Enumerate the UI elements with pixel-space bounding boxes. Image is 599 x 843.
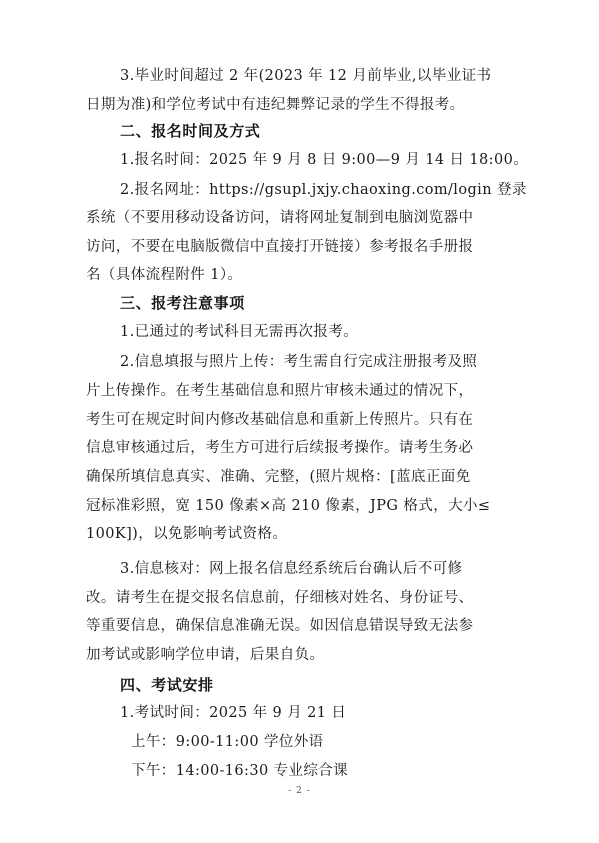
notice-item-2-line-4: 信息审核通过后，考生方可进行后续报考操作。请考生务必 <box>86 440 474 456</box>
notice-item-3-line-4: 加考试或影响学位申请，后果自负。 <box>86 647 325 663</box>
exam-morning-session: 上午：9:00-11:00 学位外语 <box>131 734 324 750</box>
notice-item-2-line-6: 冠标准彩照，宽 150 像素×高 210 像素，JPG 格式，大小≤ <box>86 498 491 514</box>
notice-item-3-line-3: 等重要信息，确保信息准确无误。如因信息错误导致无法参 <box>86 618 474 634</box>
section-2-heading: 二、报名时间及方式 <box>120 122 261 140</box>
exam-afternoon-session: 下午：14:00-16:30 专业综合课 <box>131 763 349 779</box>
notice-item-1: 1.已通过的考试科目无需再次报考。 <box>120 324 359 340</box>
registration-time: 1.报名时间：2025 年 9 月 8 日 9:00—9 月 14 日 18:00。 <box>120 152 529 168</box>
registration-url-line-4: 名（具体流程附件 1）。 <box>86 267 243 283</box>
section-3-heading: 三、报考注意事项 <box>120 294 245 312</box>
page-number: - 2 - <box>288 786 311 796</box>
exam-time: 1.考试时间：2025 年 9 月 21 日 <box>120 705 347 721</box>
notice-item-2-line-3: 考生可在规定时间内修改基础信息和重新上传照片。只有在 <box>86 412 474 428</box>
notice-item-2-line-1: 2.信息填报与照片上传：考生需自行完成注册报考及照 <box>120 354 478 370</box>
notice-item-3-line-2: 改。请考生在提交报名信息前，仔细核对姓名、身份证号、 <box>86 590 474 606</box>
registration-url-line-1: 2.报名网址：https://gsupl.jxjy.chaoxing.com/login 登录 <box>120 182 527 198</box>
notice-item-3-line-1: 3.信息核对：网上报名信息经系统后台确认后不可修 <box>120 561 463 577</box>
eligibility-item-3-line-1: 3.毕业时间超过 2 年(2023 年 12 月前毕业,以毕业证书 <box>120 68 492 84</box>
notice-item-2-line-2: 片上传操作。在考生基础信息和照片审核未通过的情况下， <box>86 383 474 399</box>
eligibility-item-3-line-2: 日期为准)和学位考试中有违纪舞弊记录的学生不得报考。 <box>86 97 465 113</box>
notice-item-2-line-5: 确保所填信息真实、准确、完整，(照片规格：[蓝底正面免 <box>86 469 471 485</box>
section-4-heading: 四、考试安排 <box>120 676 214 694</box>
notice-item-2-line-7: 100K])，以免影响考试资格。 <box>86 526 288 542</box>
registration-url-line-3: 访问，不要在电脑版微信中直接打开链接）参考报名手册报 <box>86 239 474 255</box>
registration-url-line-2: 系统（不要用移动设备访问，请将网址复制到电脑浏览器中 <box>86 210 474 226</box>
